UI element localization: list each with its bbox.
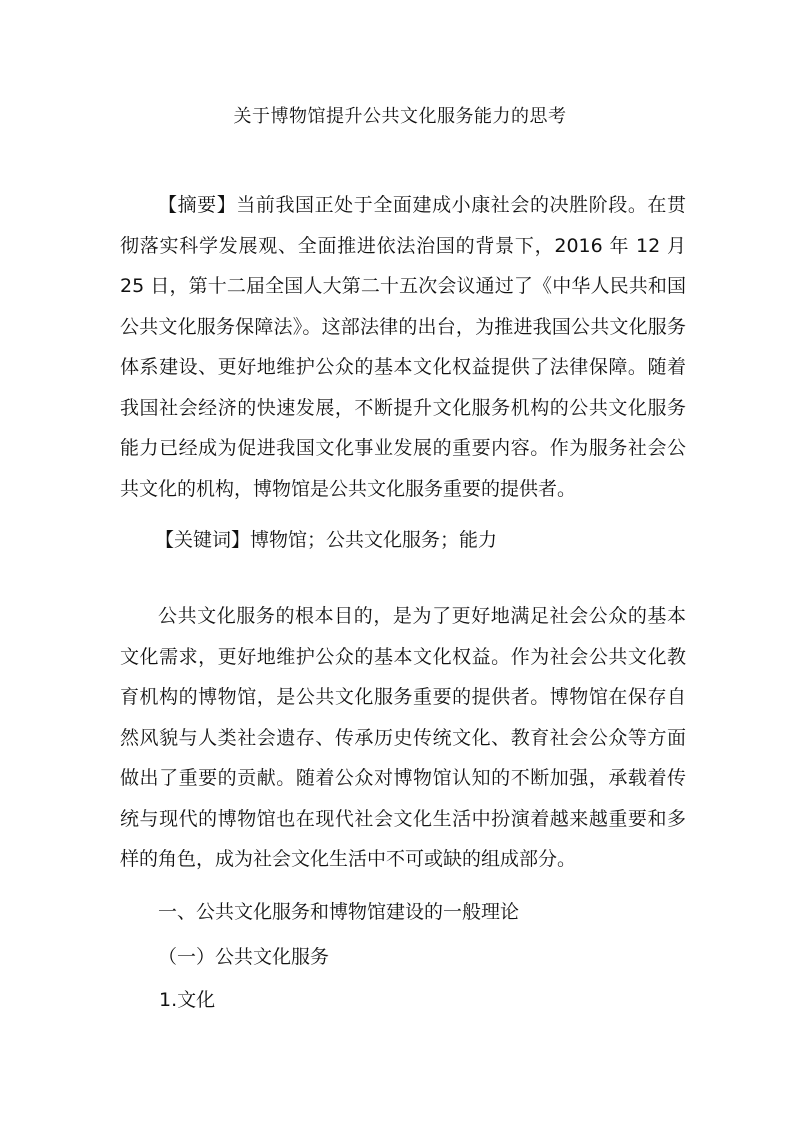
subsection-heading: （一）公共文化服务 [158, 946, 330, 968]
document-title: 关于博物馆提升公共文化服务能力的思考 [233, 106, 567, 127]
keywords-line: 【关键词】博物馆；公共文化服务；能力 [155, 529, 498, 551]
body-paragraph: 公共文化服务的根本目的，是为了更好地满足社会公众的基本文化需求，更好地维护公众的基本文化权益。作为社会公共文化教育机构的博物馆，是公共文化服务重要的提供者。博物馆在保存自然风貌与人类社会遗存、传承历史传统文化、教育社会公众等方面做出了重要的贡献。随着公众对博物馆认知的不断加强，承载着传统与现代的博物馆也在现代社会文化生活中扮演着越来越重要和多样的角色，成为社会文化生活中不可或缺的组成部分。 [120, 605, 686, 870]
section-heading: 一、公共文化服务和博物馆建设的一般理论 [158, 901, 520, 923]
subsubsection-heading: 1.文化 [159, 989, 216, 1011]
abstract-paragraph: 【摘要】当前我国正处于全面建成小康社会的决胜阶段。在贯彻落实科学发展观、全面推进依法治国的背景下，2016 年 12 月 25 日，第十二届全国人大第二十五次会议通过了《中华人民共和国公共文化服务保障法》。这部法律的出台，为推进我国公共文化服务体系建设、更好地维护公众的基本文化权益提供了法律保障。随着我国社会经济的快速发展，不断提升文化服务机构的公共文化服务能力已经成为促进我国文化事业发展的重要内容。作为服务社会公共文化的机构，博物馆是公共文化服务重要的提供者。 [120, 194, 686, 500]
